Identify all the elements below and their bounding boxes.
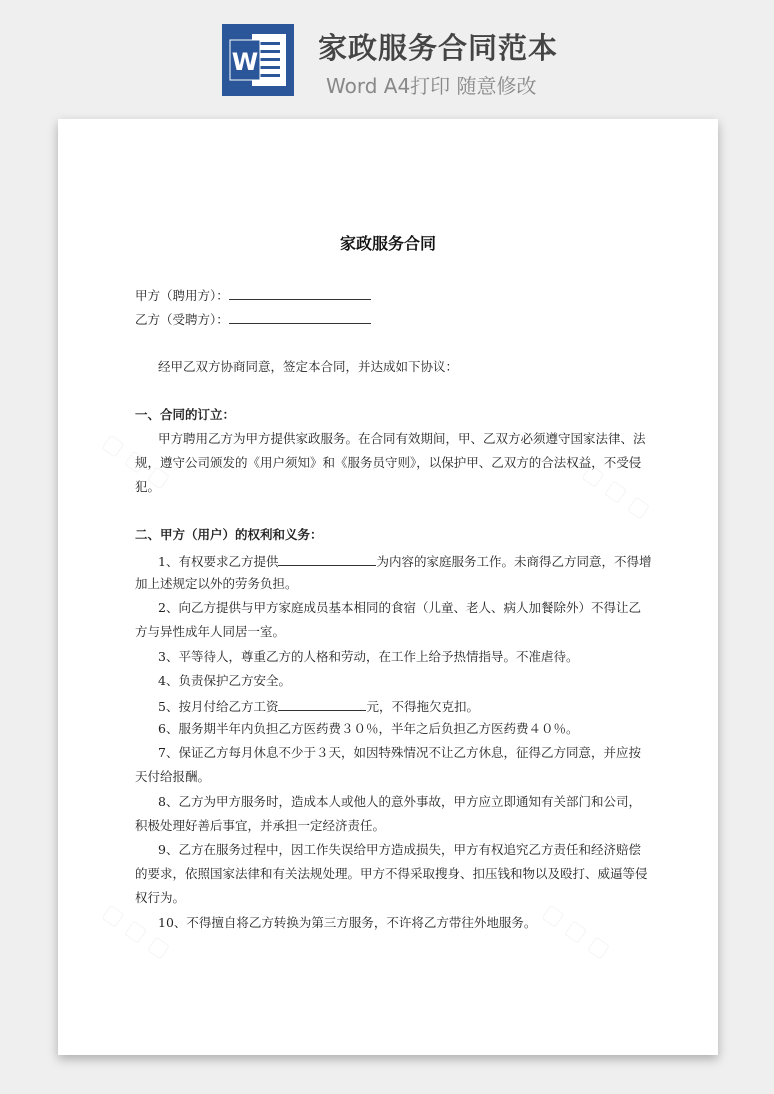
- banner-title: 家政服务合同范本: [318, 31, 559, 65]
- clause-4: 4、负责保护乙方安全。: [158, 673, 291, 688]
- clause-5-part-a: 5、按月付给乙方工资: [158, 699, 279, 714]
- document-page: [58, 119, 718, 1055]
- section-1-line: 规，遵守公司颁发的《用户须知》和《服务员守则》，以保护甲、乙双方的合法权益，不受侵: [135, 455, 642, 470]
- salary-blank[interactable]: [278, 698, 366, 711]
- clause-10: 10、不得擅自将乙方转换为第三方服务，不许将乙方带往外地服务。: [158, 915, 537, 930]
- clause-1-part-b: 为内容的家庭服务工作。未商得乙方同意，不得增: [376, 554, 652, 569]
- intro-text: 经甲乙双方协商同意，签定本合同，并达成如下协议：: [158, 359, 459, 374]
- word-logo-icon: [222, 24, 294, 96]
- clause-5-part-b: 元，不得拖欠克扣。: [366, 699, 479, 714]
- banner-subtitle: Word A4打印 随意修改: [326, 74, 537, 98]
- watermark: [98, 899, 175, 963]
- clause-1-part-a: 1、有权要求乙方提供: [158, 554, 279, 569]
- clause-7-line-2: 天付给报酬。: [135, 769, 211, 784]
- clause-2-line: 2、向乙方提供与甲方家庭成员基本相同的食宿（儿童、老人、病人加餐除外）不得让乙: [158, 600, 641, 615]
- watermark: [538, 899, 615, 963]
- party-b-blank[interactable]: [229, 311, 371, 324]
- clause-8-line-2: 积极处理好善后事宜，并承担一定经济责任。: [135, 818, 386, 833]
- party-b-line: [135, 311, 371, 327]
- party-b-label: 乙方（受聘方）：: [135, 312, 229, 327]
- party-a-label: 甲方（聘用方）：: [135, 288, 229, 303]
- clause-9-line-2: 的要求，依照国家法律和有关法规处理。甲方不得采取搜身、扣压钱和物以及殴打、威逼等侵: [135, 866, 648, 881]
- clause-9-line: 9、乙方在服务过程中，因工作失误给甲方造成损失，甲方有权追究乙方责任和经济赔偿: [158, 842, 641, 857]
- clause-1-line-2: 加上述规定以外的劳务负担。: [135, 576, 298, 591]
- word-logo-letter: W: [231, 48, 259, 76]
- clause-5-line: [158, 698, 479, 714]
- banner: [0, 0, 774, 118]
- clause-2-line-2: 方与异性成年人同居一室。: [135, 624, 286, 639]
- clause-3: 3、平等待人，尊重乙方的人格和劳动，在工作上给予热情指导。不准虐待。: [158, 649, 579, 664]
- section-1-heading: 一、合同的订立：: [135, 407, 236, 422]
- party-a-blank[interactable]: [229, 287, 371, 300]
- document-title: 家政服务合同: [339, 234, 436, 253]
- party-a-line: [135, 287, 371, 303]
- section-2-heading: 二、甲方（用户）的权利和义务：: [135, 527, 323, 542]
- section-1-line: 甲方聘用乙方为甲方提供家政服务。在合同有效期间，甲、乙双方必须遵守国家法律、法: [158, 431, 646, 446]
- clause-6: 6、服务期半年内负担乙方医药费３０％，半年之后负担乙方医药费４０％。: [158, 721, 579, 736]
- service-content-blank[interactable]: [278, 553, 376, 566]
- clause-8-line: 8、乙方为甲方服务时，造成本人或他人的意外事故，甲方应立即通知有关部门和公司，: [158, 794, 641, 809]
- section-1-line: 犯。: [135, 479, 161, 494]
- clause-9-line-3: 权行为。: [135, 890, 186, 905]
- clause-1-line: [158, 553, 651, 569]
- clause-7-line: 7、保证乙方每月休息不少于３天，如因特殊情况不让乙方休息，征得乙方同意，并应按: [158, 745, 641, 760]
